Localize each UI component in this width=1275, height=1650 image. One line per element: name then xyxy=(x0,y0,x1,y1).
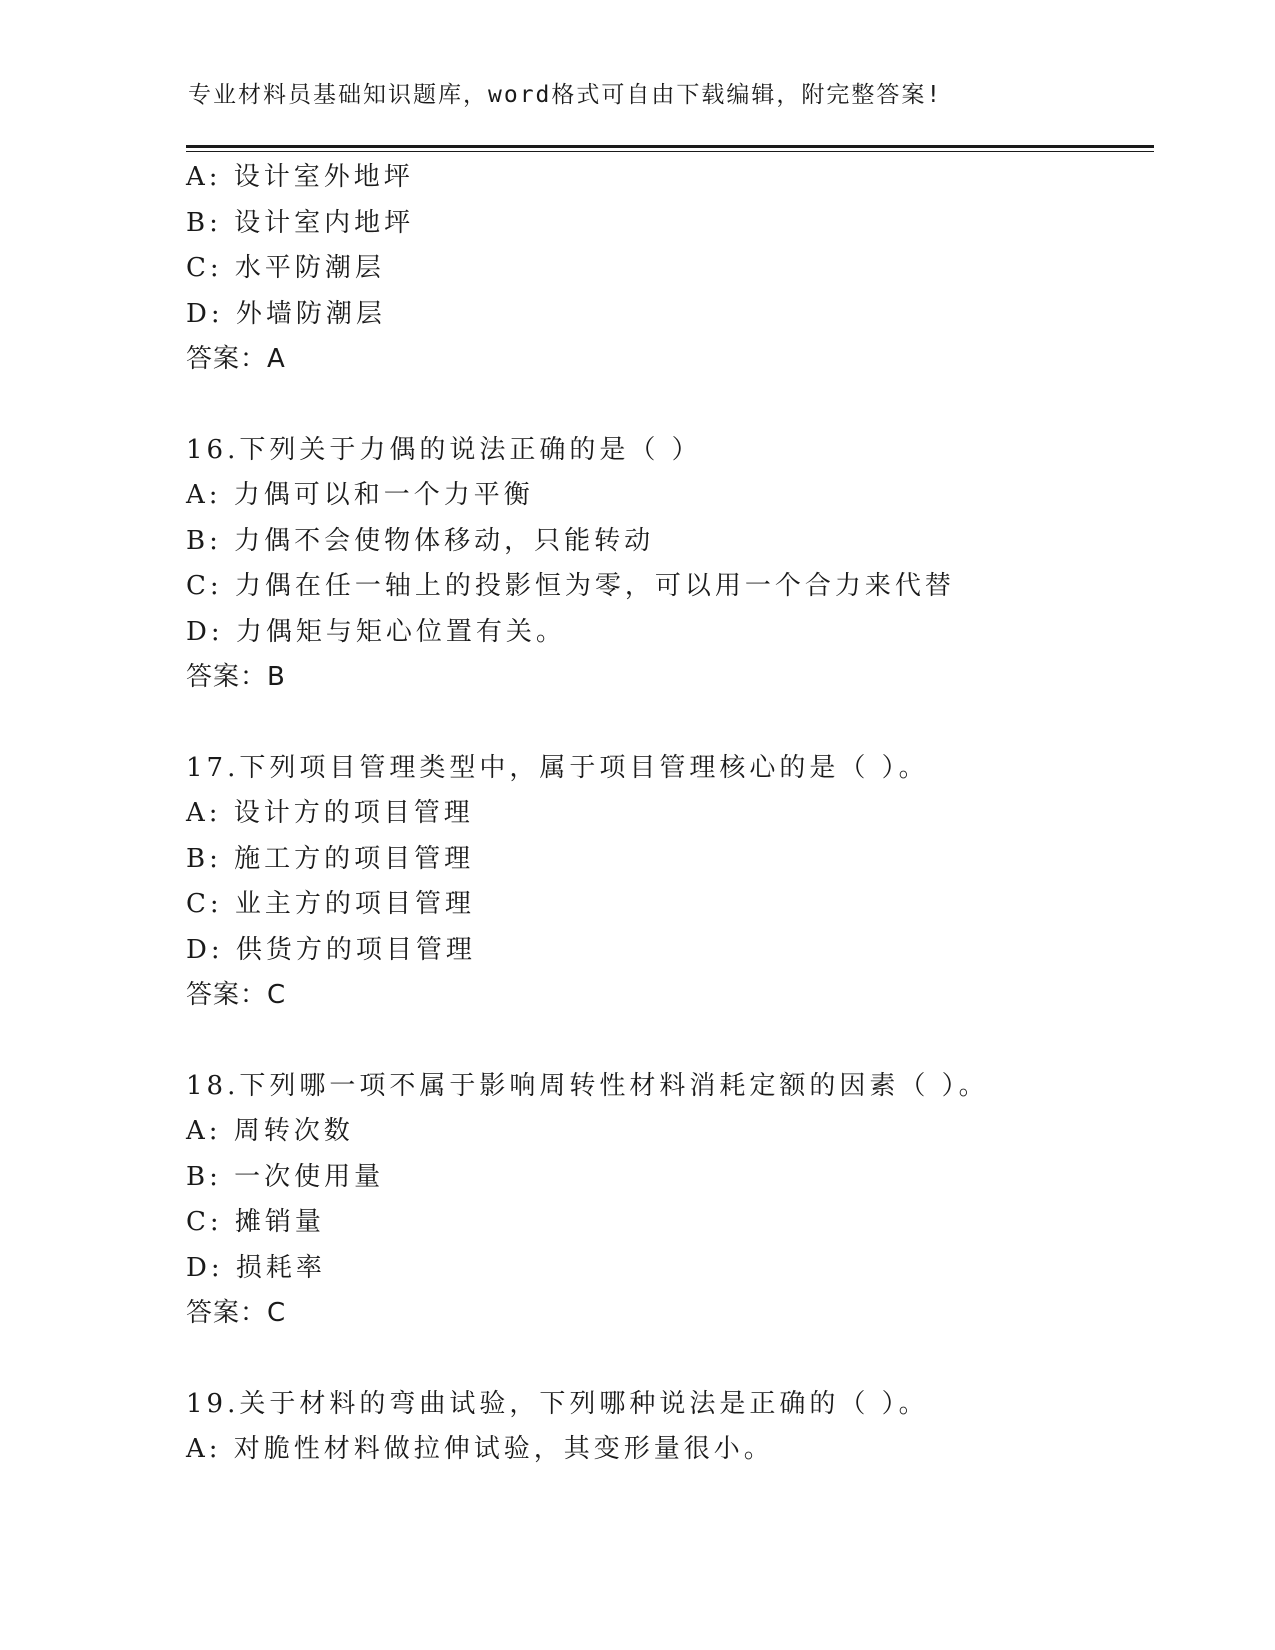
answer: 答案：C xyxy=(186,980,287,1010)
answer: 答案：C xyxy=(186,1298,287,1328)
option-b: B: 一次使用量 xyxy=(186,1161,385,1192)
option-d: D: 力偶矩与矩心位置有关。 xyxy=(186,616,566,647)
header-text: 专业材料员基础知识题库，word格式可自由下载编辑，附完整答案! xyxy=(188,82,943,108)
question-stem: 18.下列哪一项不属于影响周转性材料消耗定额的因素（ ）。 xyxy=(186,1070,989,1101)
option-b: B: 施工方的项目管理 xyxy=(186,843,475,874)
question-list xyxy=(186,155,1146,1473)
option-b: B: 力偶不会使物体移动，只能转动 xyxy=(186,525,655,556)
option-b: B: 设计室内地坪 xyxy=(186,207,415,238)
option-c: C: 水平防潮层 xyxy=(186,253,385,283)
option-d: D: 供货方的项目管理 xyxy=(186,934,476,965)
option-d: D: 外墙防潮层 xyxy=(186,298,386,329)
option-d: D: 损耗率 xyxy=(186,1252,326,1283)
answer: 答案：B xyxy=(186,662,286,692)
question-stem: 17.下列项目管理类型中，属于项目管理核心的是（ ）。 xyxy=(186,752,929,783)
option-c: C: 摊销量 xyxy=(186,1207,325,1237)
option-a: A: 力偶可以和一个力平衡 xyxy=(186,480,534,510)
question-18 xyxy=(186,1064,1146,1337)
question-19 xyxy=(186,1382,1146,1473)
answer: 答案：A xyxy=(186,344,286,374)
option-a: A: 设计方的项目管理 xyxy=(186,798,474,828)
option-a: A: 对脆性材料做拉伸试验，其变形量很小。 xyxy=(186,1434,774,1464)
header-rule-thin xyxy=(186,151,1154,152)
question-stem: 19.关于材料的弯曲试验，下列哪种说法是正确的（ ）。 xyxy=(186,1388,929,1419)
option-c: C: 力偶在任一轴上的投影恒为零，可以用一个合力来代替 xyxy=(186,571,955,601)
question-stem: 16.下列关于力偶的说法正确的是（ ） xyxy=(186,434,702,465)
option-a: A: 设计室外地坪 xyxy=(186,162,414,192)
question-17 xyxy=(186,746,1146,1019)
question-15-continued xyxy=(186,155,1146,383)
question-16 xyxy=(186,428,1146,701)
header-rule-thick xyxy=(186,145,1154,148)
option-a: A: 周转次数 xyxy=(186,1116,354,1146)
option-c: C: 业主方的项目管理 xyxy=(186,889,475,919)
